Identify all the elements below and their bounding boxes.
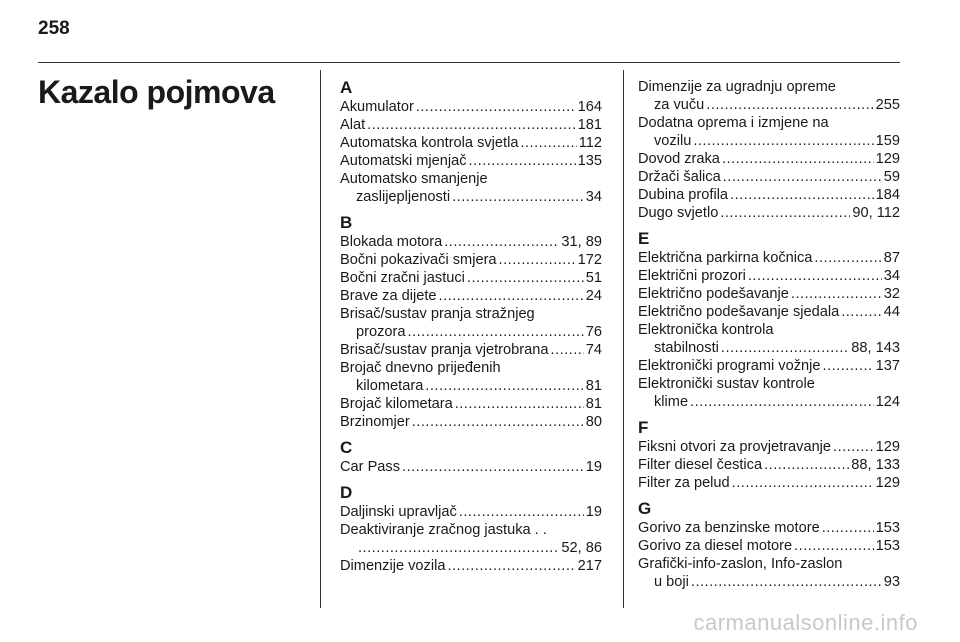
entry-pages: 19 [585, 504, 602, 520]
entry-pages: 93 [883, 574, 900, 590]
entry-term: Elektronička kontrola [638, 322, 774, 338]
dot-leader [416, 98, 576, 116]
dot-leader [732, 474, 874, 492]
section-letter: E [638, 229, 650, 248]
entry-term: Držači šalica [638, 169, 721, 185]
index-section [340, 78, 602, 206]
index-section [638, 499, 900, 591]
dot-leader [690, 393, 874, 411]
entry-term: Blokada motora [340, 234, 443, 250]
entry-pages: 32 [883, 286, 900, 302]
dot-leader [407, 323, 583, 341]
dot-leader [425, 377, 583, 395]
entry-term: Daljinski upravljač [340, 504, 457, 520]
index-entry [638, 555, 900, 591]
entry-pages: 80 [585, 414, 602, 430]
entry-term: Filter za pelud [638, 475, 730, 491]
dot-leader [499, 251, 576, 269]
dot-leader [823, 357, 874, 375]
index-title: Kazalo pojmova [38, 74, 275, 110]
index-entry [638, 474, 900, 492]
dot-leader [412, 413, 584, 431]
index-entry [340, 395, 602, 413]
index-section [340, 483, 602, 575]
dot-leader [722, 150, 874, 168]
index-entry [340, 305, 602, 341]
entry-term-continuation: kilometara [356, 378, 424, 394]
entry-pages: 88, 133 [851, 457, 900, 473]
entry-pages: 124 [875, 394, 900, 410]
entry-term: Dugo svjetlo [638, 205, 719, 221]
index-section [638, 78, 900, 222]
column-divider-right [623, 70, 624, 608]
index-entry [340, 413, 602, 431]
entry-pages: 87 [883, 250, 900, 266]
entry-term: Akumulator [340, 99, 414, 115]
header-rule [38, 62, 900, 63]
entry-pages: 44 [883, 304, 900, 320]
entry-term: Brojač kilometara [340, 396, 453, 412]
entry-term: Gorivo za benzinske motore [638, 520, 820, 536]
entry-pages: 164 [577, 99, 602, 115]
entry-term: Automatsko smanjenje [340, 171, 488, 187]
dot-leader [822, 519, 874, 537]
entry-pages: 76 [585, 324, 602, 340]
entry-term: Električno podešavanje [638, 286, 789, 302]
section-letter: B [340, 213, 353, 232]
entry-pages: 172 [577, 252, 602, 268]
dot-leader [693, 132, 873, 150]
index-section [340, 213, 602, 431]
index-entry [638, 357, 900, 375]
dot-leader [402, 458, 584, 476]
index-entry [638, 375, 900, 411]
entry-term: Brisač/sustav pranja stražnjeg [340, 306, 535, 322]
dot-leader [469, 152, 576, 170]
entry-term: Dodatna oprema i izmjene na [638, 115, 829, 131]
index-entry [638, 150, 900, 168]
index-column-2 [638, 78, 900, 598]
dot-leader [447, 557, 575, 575]
dot-leader [841, 303, 882, 321]
dot-leader [467, 269, 584, 287]
index-entry [638, 537, 900, 555]
entry-term: Automatski mjenjač [340, 153, 467, 169]
dot-leader [367, 116, 575, 134]
dot-leader [814, 249, 881, 267]
dot-leader [720, 204, 850, 222]
entry-term: Gorivo za diesel motore [638, 538, 793, 554]
entry-term: Elektronički sustav kontrole [638, 376, 815, 392]
entry-pages: 112 [578, 135, 602, 151]
entry-pages: 217 [577, 558, 602, 574]
entry-pages: 153 [875, 538, 900, 554]
section-letter: F [638, 418, 649, 437]
index-entry [340, 152, 602, 170]
dot-leader [459, 503, 584, 521]
entry-pages: 255 [875, 97, 900, 113]
index-entry [638, 168, 900, 186]
index-entry [340, 341, 602, 359]
entry-term: Bočni pokazivači smjera [340, 252, 497, 268]
entry-term: Filter diesel čestica [638, 457, 763, 473]
dot-leader [721, 339, 849, 357]
entry-term: Električno podešavanje sjedala [638, 304, 840, 320]
entry-pages: 137 [875, 358, 900, 374]
index-entry [638, 519, 900, 537]
dot-leader [791, 285, 882, 303]
dot-leader [723, 168, 882, 186]
entry-term: Grafički-info-zaslon, Info-zaslon [638, 556, 843, 572]
index-column-1 [340, 78, 602, 582]
index-section [340, 438, 602, 476]
section-letter: D [340, 483, 353, 502]
entry-term: Dovod zraka [638, 151, 720, 167]
entry-pages: 31, 89 [561, 234, 602, 250]
entry-pages: 81 [585, 396, 602, 412]
entry-pages: 129 [875, 475, 900, 491]
index-entry [638, 186, 900, 204]
entry-pages: 159 [875, 133, 900, 149]
index-entry [340, 251, 602, 269]
entry-term-continuation: u boji [654, 574, 689, 590]
entry-pages: 90, 112 [852, 205, 900, 221]
index-entry [638, 456, 900, 474]
dot-leader [444, 233, 559, 251]
entry-pages: 52, 86 [561, 540, 602, 556]
entry-pages: 135 [577, 153, 602, 169]
entry-pages: 51 [585, 270, 602, 286]
index-entry [340, 233, 602, 251]
index-entry [638, 303, 900, 321]
column-divider-left [320, 70, 321, 608]
entry-term: Alat [340, 117, 366, 133]
index-entry [638, 285, 900, 303]
dot-leader [691, 573, 882, 591]
entry-pages: 81 [585, 378, 602, 394]
page-number: 258 [38, 18, 70, 39]
index-entry [340, 98, 602, 116]
index-section [638, 229, 900, 411]
entry-term: Električna parkirna kočnica [638, 250, 813, 266]
index-entry [340, 359, 602, 395]
entry-term: Dimenzije vozila [340, 558, 446, 574]
dot-leader [358, 539, 559, 557]
watermark: carmanualsonline.info [693, 610, 918, 635]
index-entry [638, 78, 900, 114]
index-section [638, 418, 900, 492]
section-letter: C [340, 438, 353, 457]
entry-pages: 129 [875, 151, 900, 167]
entry-term-continuation: za vuču [654, 97, 705, 113]
dot-leader [794, 537, 874, 555]
entry-term: Dubina profila [638, 187, 729, 203]
index-entry [638, 204, 900, 222]
entry-term-continuation: prozora [356, 324, 406, 340]
index-entry [340, 287, 602, 305]
entry-term: Brave za dijete [340, 288, 437, 304]
entry-pages: 129 [875, 439, 900, 455]
section-letter: G [638, 499, 652, 518]
entry-term-continuation: stabilnosti [654, 340, 719, 356]
entry-pages: 88, 143 [851, 340, 900, 356]
entry-pages: 19 [585, 459, 602, 475]
index-entry [638, 249, 900, 267]
dot-leader [748, 267, 882, 285]
entry-term-continuation: klime [654, 394, 689, 410]
entry-term: Električni prozori [638, 268, 746, 284]
index-entry [340, 170, 602, 206]
entry-pages: 34 [883, 268, 900, 284]
entry-term: Elektronički programi vožnje [638, 358, 821, 374]
dot-leader [706, 96, 873, 114]
entry-pages: 153 [875, 520, 900, 536]
entry-term: Automatska kontrola svjetla [340, 135, 519, 151]
index-entry [638, 321, 900, 357]
index-entry [638, 114, 900, 150]
entry-pages: 34 [585, 189, 602, 205]
dot-leader [550, 341, 583, 359]
index-entry [340, 134, 602, 152]
entry-pages: 59 [883, 169, 900, 185]
dot-leader [439, 287, 584, 305]
dot-leader [455, 395, 584, 413]
index-entry [340, 269, 602, 287]
index-entry [340, 116, 602, 134]
entry-term: Car Pass [340, 459, 401, 475]
index-entry [340, 557, 602, 575]
dot-leader [833, 438, 874, 456]
entry-term: Brisač/sustav pranja vjetrobrana [340, 342, 549, 358]
dot-leader [452, 188, 584, 206]
index-entry [638, 438, 900, 456]
entry-term: Brzinomjer [340, 414, 410, 430]
entry-pages: 24 [585, 288, 602, 304]
entry-pages: 181 [577, 117, 602, 133]
entry-term: Bočni zračni jastuci [340, 270, 465, 286]
index-entry [340, 521, 602, 557]
entry-term-continuation: zaslijepljenosti [356, 189, 451, 205]
section-letter: A [340, 78, 353, 97]
entry-term: Dimenzije za ugradnju opreme [638, 79, 836, 95]
entry-term-continuation: vozilu [654, 133, 692, 149]
dot-leader [520, 134, 576, 152]
index-entry [340, 503, 602, 521]
entry-pages: 74 [585, 342, 602, 358]
entry-term: Fiksni otvori za provjetravanje [638, 439, 832, 455]
entry-term: Brojač dnevno prijeđenih [340, 360, 501, 376]
index-entry [638, 267, 900, 285]
entry-pages: 184 [875, 187, 900, 203]
dot-leader [764, 456, 849, 474]
entry-term: Deaktiviranje zračnog jastuka . . [340, 522, 547, 538]
index-entry [340, 458, 602, 476]
dot-leader [730, 186, 874, 204]
